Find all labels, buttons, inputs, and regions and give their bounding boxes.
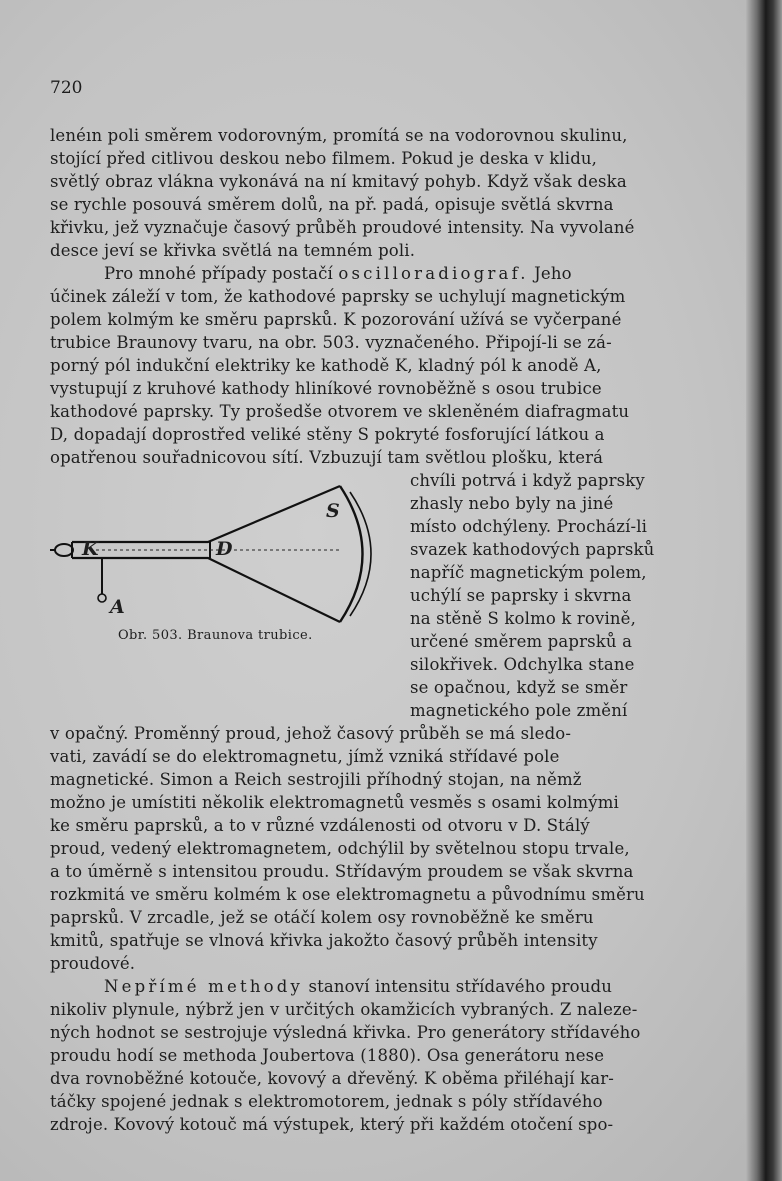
text-line: polem kolmým ke směru paprsků. K pozorování užívá se vyčerpané: [50, 310, 622, 329]
text-line: na stěně S kolmo k rovině,: [410, 609, 636, 628]
text-line: zhasly nebo byly na jiné: [410, 494, 614, 513]
label-cathode: K: [82, 538, 99, 560]
text-line: kmitů, spatřuje se vlnová křivka jakožto časový průběh intensity: [50, 931, 598, 950]
text-line: určené směrem paprsků a: [410, 632, 633, 651]
text-line: [104, 264, 572, 284]
text-span: Pro mnohé případy postačí: [104, 264, 333, 283]
text-line: desce jeví se křivka světlá na temném poli.: [50, 241, 416, 260]
text-line: paprsků. V zrcadle, jež se otáčí kolem osy rovnoběžně ke směru: [50, 908, 594, 927]
tube-upper-wall: [72, 486, 340, 542]
text-line: zdroje. Kovový kotouč má výstupek, který při každém otočení spo-: [50, 1115, 614, 1134]
text-line: a to úměrně s intensitou proudu. Střídavým proudem se však skvrna: [50, 862, 634, 881]
text-line: dva rovnoběžné kotouče, kovový a dřevěný. K oběma přiléhají kar-: [50, 1069, 614, 1088]
text-line: ke směru paprsků, a to v různé vzdálenosti od otvoru v D. Stálý: [50, 816, 590, 835]
text-line: opatřenou souřadnicovou sítí. Vzbuzují tam světlou plošku, která: [50, 448, 604, 467]
label-diaphragm: D: [216, 538, 233, 560]
text-line: stojící před citlivou deskou nebo filmem. Pokud je deska v klidu,: [50, 149, 598, 168]
text-line: uchýlí se paprsky i skvrna: [410, 586, 632, 605]
text-line: [104, 977, 612, 997]
text-line: rozkmitá ve směru kolmém k ose elektromagnetu a původnímu směru: [50, 885, 645, 904]
text-line: místo odchýleny. Prochází-li: [410, 517, 648, 536]
text-line: lenéın poli směrem vodorovným, promítá se na vodorovnou skulinu,: [50, 126, 628, 145]
label-screen: S: [326, 500, 340, 522]
text-line: v opačný. Proměnný proud, jehož časový průběh se má sledo-: [50, 724, 572, 743]
text-line: se rychle posouvá směrem dolů, na př. padá, opisuje světlá skvrna: [50, 195, 614, 214]
term-spaced: Nepřímé methody: [104, 977, 304, 996]
text-line: účinek záleží v tom, že kathodové paprsky se uchylují magnetickým: [50, 287, 626, 306]
text-span: stanoví intensitu střídavého proudu: [308, 977, 612, 996]
text-line: magnetického pole změní: [410, 701, 628, 720]
cathode-electrode: [55, 544, 73, 556]
text-line: nikoliv plynule, nýbrž jen v určitých okamžicích vybraných. Z naleze-: [50, 1000, 638, 1019]
anode-terminal: [98, 594, 106, 602]
label-anode: A: [110, 596, 125, 618]
book-spine: [746, 0, 782, 1181]
page-number: 720: [50, 78, 83, 98]
text-line: chvíli potrvá i když paprsky: [410, 471, 645, 490]
text-line: vati, zavádí se do elektromagnetu, jímž vzniká střídavé pole: [50, 747, 560, 766]
text-span: Jeho: [534, 264, 572, 283]
text-line: napříč magnetickým polem,: [410, 563, 647, 582]
text-line: vystupují z kruhové kathody hliníkové rovnoběžně s osou trubice: [50, 379, 602, 398]
text-line: ných hodnot se sestrojuje výsledná křivka. Pro generátory střídavého: [50, 1023, 641, 1042]
text-line: porný pól indukční elektriky ke kathodě K, kladný pól k anodě A,: [50, 356, 602, 375]
text-line: D, dopadají doprostřed veliké stěny S pokryté fosforující látkou a: [50, 425, 605, 444]
text-line: svazek kathodových paprsků: [410, 540, 655, 559]
text-line: proudové.: [50, 954, 136, 973]
text-line: proud, vedený elektromagnetem, odchýlil by světelnou stopu trvale,: [50, 839, 630, 858]
text-line: se opačnou, když se směr: [410, 678, 628, 697]
text-line: možno je umístiti několik elektromagnetů vesměs s osami kolmými: [50, 793, 619, 812]
text-line: světlý obraz vlákna vykonává na ní kmitavý pohyb. Když však deska: [50, 172, 627, 191]
braun-tube-figure: [40, 462, 400, 652]
figure-caption: Obr. 503. Braunova trubice.: [118, 628, 313, 643]
text-line: kathodové paprsky. Ty prošedše otvorem ve skleněném diafragmatu: [50, 402, 630, 421]
term-spaced: oscilloradiograf.: [338, 264, 529, 283]
text-line: silokřivek. Odchylka stane: [410, 655, 635, 674]
text-line: křivku, jež vyznačuje časový průběh proudové intensity. Na vyvolané: [50, 218, 635, 237]
text-line: proudu hodí se methoda Joubertova (1880). Osa generátoru nese: [50, 1046, 605, 1065]
text-line: táčky spojené jednak s elektromotorem, jednak s póly střídavého: [50, 1092, 603, 1111]
text-line: magnetické. Simon a Reich sestrojili příhodný stojan, na němž: [50, 770, 582, 789]
text-line: trubice Braunovy tvaru, na obr. 503. vyznačeného. Připojí-li se zá-: [50, 333, 612, 352]
